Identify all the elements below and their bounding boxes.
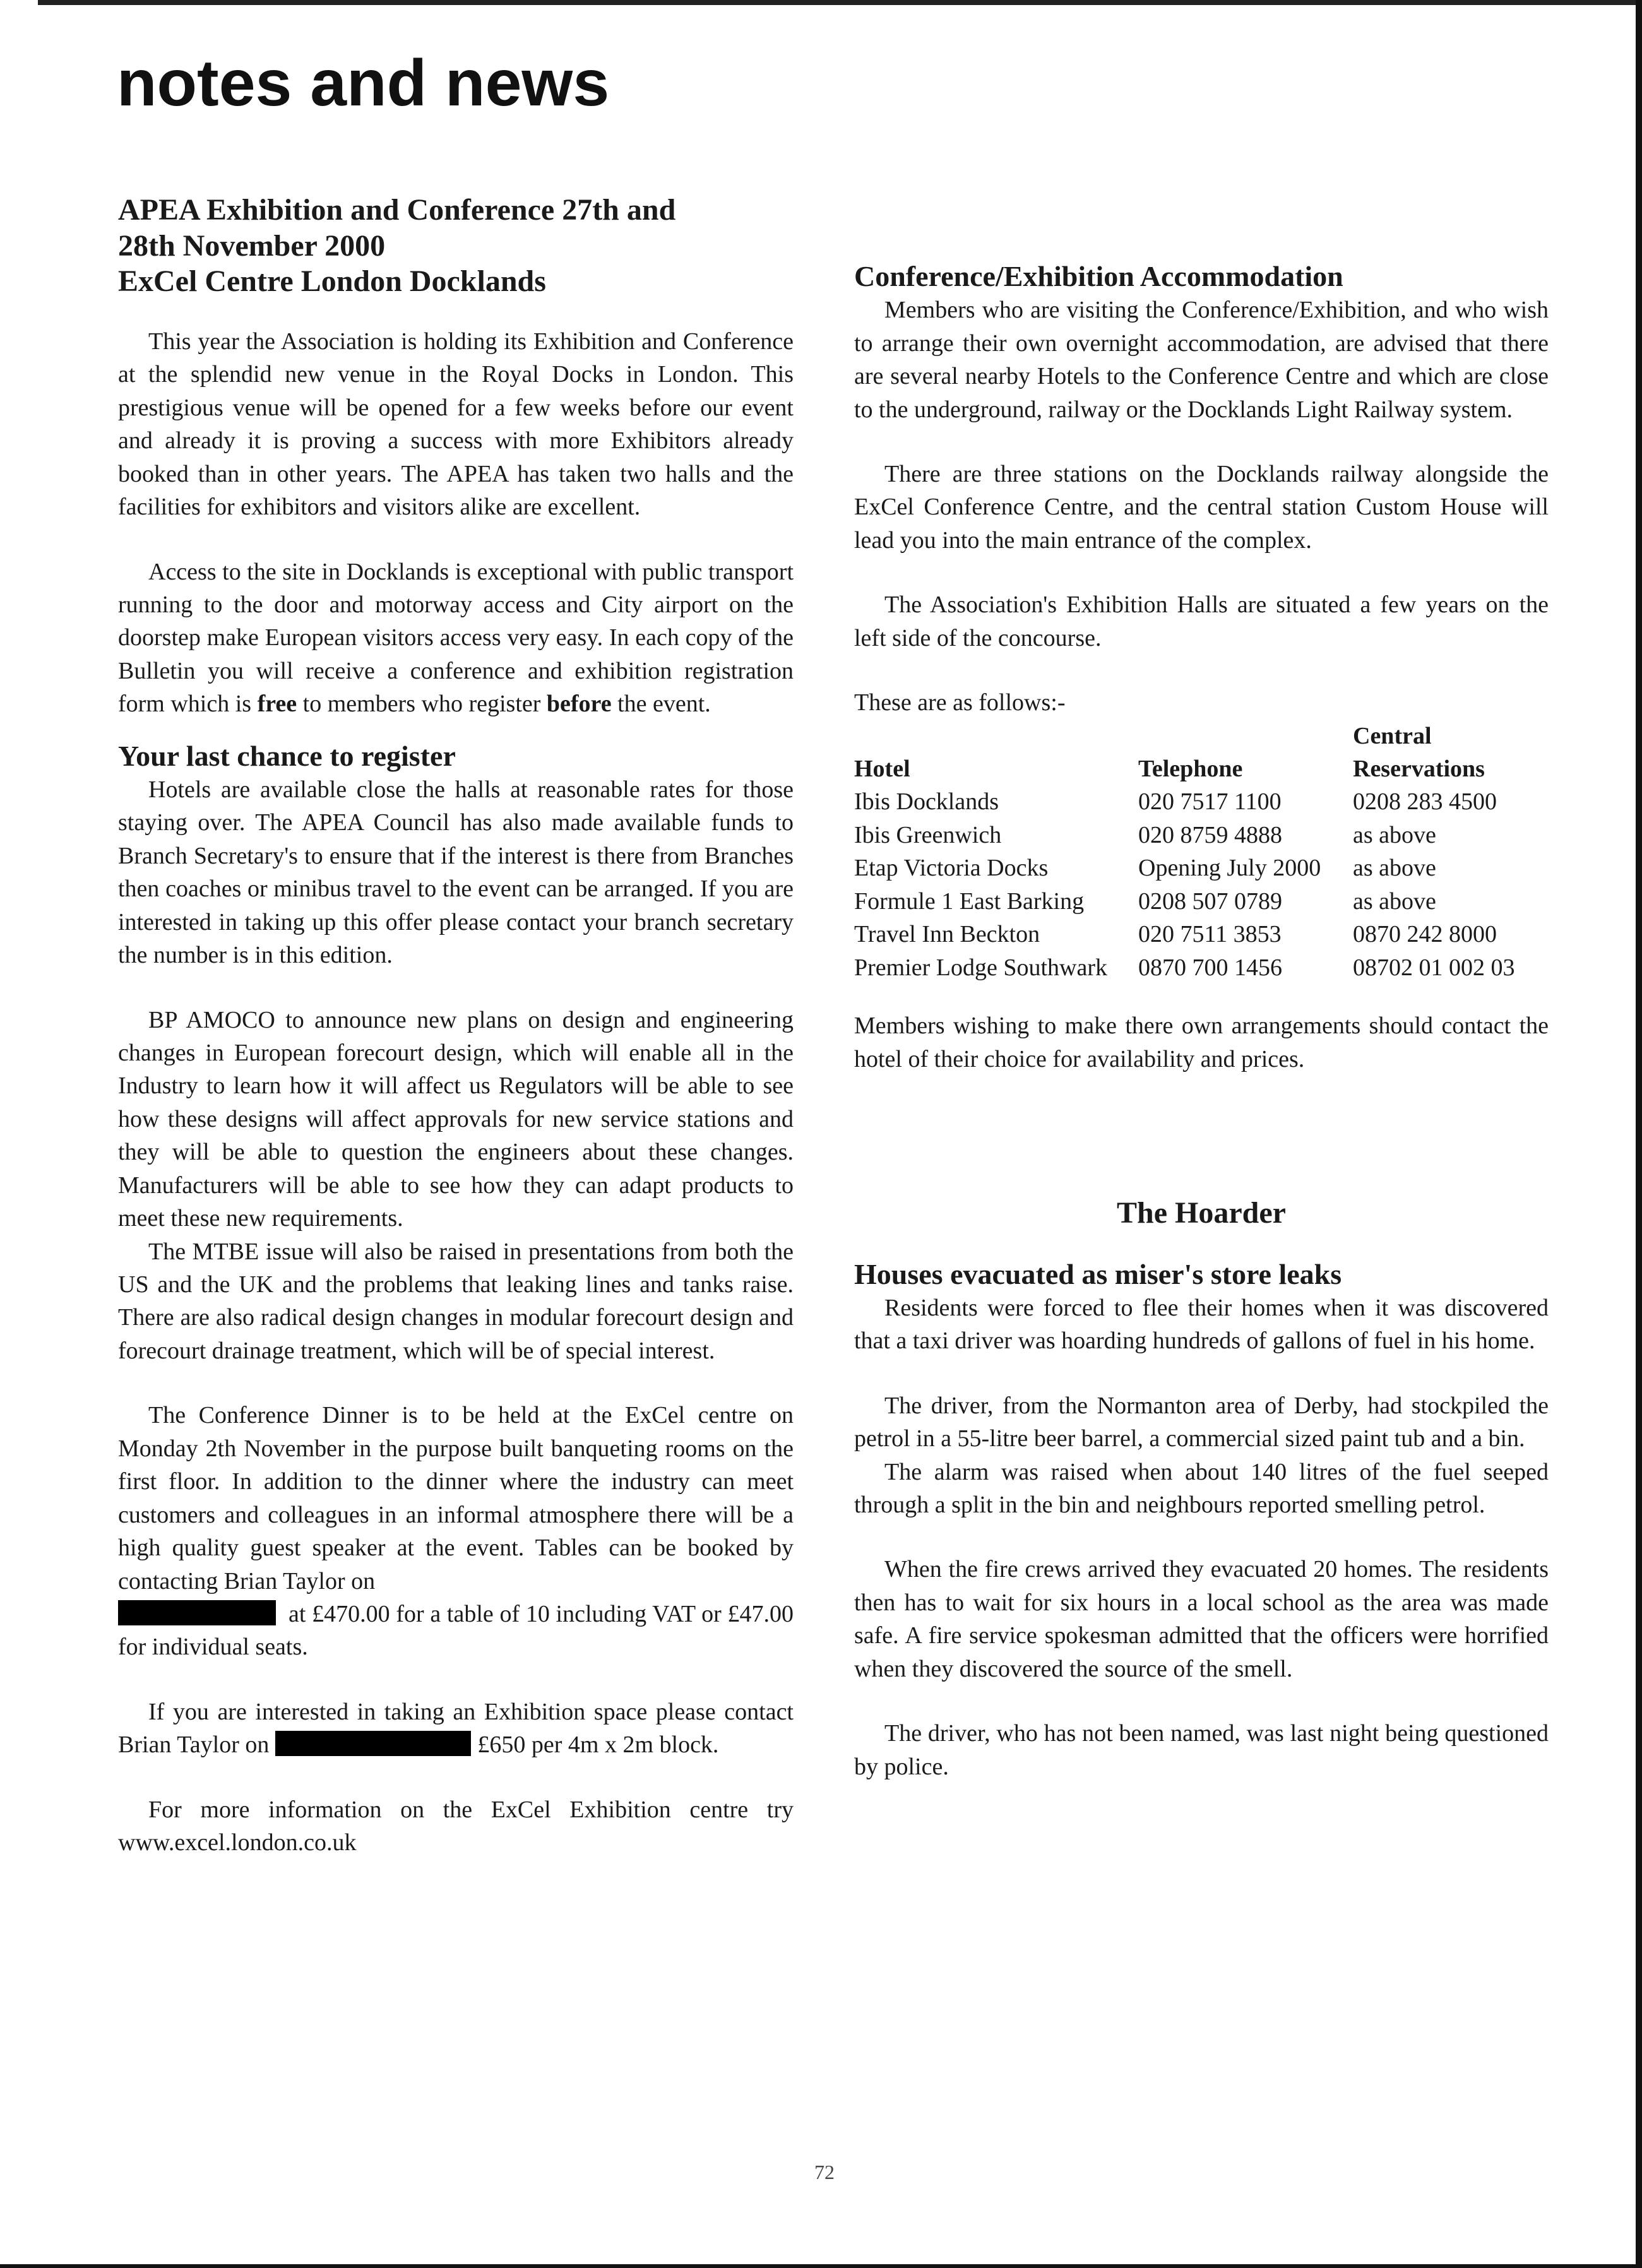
table-row	[854, 819, 1542, 852]
mtbe-paragraph: The MTBE issue will also be raised in presentations from both the US and the UK and the problems that leaking lines and tanks raise. There are also radical design changes in modular forecourt design and forecourt drainage treatment, which will be of special interest.	[118, 1238, 794, 1364]
register-heading: Your last chance to register	[118, 739, 456, 772]
accommodation-paragraph: Members who are visiting the Conference/Exhibition, and who wish to arrange their own overnight accommodation, are advised that there are several nearby Hotels to the Conference Centre and which are close to the underground, railway or the Docklands Light Railway system.	[854, 297, 1549, 423]
hotel-name: Etap Victoria Docks	[854, 855, 1049, 882]
free-emphasis: free	[257, 691, 297, 718]
page-number: 72	[814, 2161, 835, 2183]
hoarder-paragraph-4: When the fire crews arrived they evacuated 20 homes. The residents then has to wait for six hours in a local school as the area was made safe. A fire service spokesman admitted that the officers were horrified when they discovered the source of the smell.	[854, 1556, 1549, 1682]
hotel-table	[854, 720, 1542, 985]
hotel-name: Ibis Docklands	[854, 788, 999, 816]
page-title: notes and news	[117, 47, 610, 120]
hoarder-paragraph-3: The alarm was raised when about 140 litres of the fuel seeped through a split in the bin and neighbours reported smelling petrol.	[854, 1458, 1549, 1518]
exhibition-heading	[118, 193, 794, 300]
central-reservations: as above	[1353, 888, 1436, 915]
bp-amoco-paragraph: BP AMOCO to announce new plans on design and engineering changes in European forecourt design, which will enable all in the Industry to learn how it will affect us Regulators will be able to see how these designs will affect approvals for new service stations and they will be able to question the engineers about these changes. Manufacturers will be able to see how they can adapt products to meet these new requirements.	[118, 1006, 794, 1232]
left-column	[118, 193, 794, 1860]
hotel-telephone: 020 7517 1100	[1138, 788, 1282, 816]
hoarder-paragraph-2: The driver, from the Normanton area of Derby, had stockpiled the petrol in a 55-litre beer barrel, a commercial sized paint tub and a bin.	[854, 1392, 1549, 1452]
accommodation-heading: Conference/Exhibition Accommodation	[854, 260, 1343, 292]
central-reservations: 08702 01 002 03	[1353, 954, 1515, 981]
exhibition-heading-line-1: APEA Exhibition and Conference 27th and	[118, 193, 676, 227]
table-row	[854, 885, 1542, 918]
table-header-row	[854, 752, 1542, 785]
stations-paragraph: There are three stations on the Docklands railway alongside the ExCel Conference Centre, and the central station Custom House will lead you into the main entrance of the complex.	[854, 460, 1549, 554]
scan-border-bottom	[0, 2264, 1642, 2268]
hoarder-paragraph-5: The driver, who has not been named, was last night being questioned by police.	[854, 1720, 1549, 1780]
exhibition-heading-line-3: ExCel Centre London Docklands	[118, 264, 546, 299]
hotel-name: Formule 1 East Barking	[854, 888, 1085, 915]
exhibition-space-paragraph: If you are interested in taking an Exhibition space please contact Brian Taylor on £650 per 4m x 2m block.	[118, 1698, 794, 1759]
venue-paragraph: This year the Association is holding its Exhibition and Conference at the splendid new venue in the Royal Docks in London. This prestigious venue will be opened for a few weeks before our event and already it is proving a success with more Exhibitors already booked than in other years. The APEA has taken two halls and the facilities for exhibitors and visitors alike are excellent.	[118, 328, 794, 521]
own-arrangements-paragraph: Members wishing to make there own arrangements should contact the hotel of their choice for availability and prices.	[854, 1012, 1549, 1072]
hoarder-subheading: Houses evacuated as miser's store leaks	[854, 1257, 1342, 1290]
central-reservations: as above	[1353, 821, 1436, 848]
hoarder-paragraph-1: Residents were forced to flee their homes when it was discovered that a taxi driver was hoarding hundreds of gallons of fuel in his home.	[854, 1294, 1549, 1355]
col-header-hotel: Hotel	[854, 756, 910, 782]
central-reservations: 0870 242 8000	[1353, 921, 1497, 948]
hotel-telephone: 0208 507 0789	[1138, 888, 1282, 915]
exhibition-heading-line-2: 28th November 2000	[118, 229, 386, 263]
hotel-name: Premier Lodge Southwark	[854, 954, 1108, 981]
central-reservations: 0208 283 4500	[1353, 788, 1497, 816]
col-header-reservations: Reservations	[1353, 756, 1485, 782]
hoarder-title: The Hoarder	[1117, 1196, 1286, 1230]
hotel-name: Travel Inn Beckton	[854, 921, 1040, 948]
redacted-phone	[275, 1731, 471, 1756]
hotel-telephone: 020 7511 3853	[1138, 921, 1282, 948]
hotel-telephone: Opening July 2000	[1138, 855, 1321, 882]
scan-border-right	[1636, 0, 1642, 2268]
hotel-telephone: 0870 700 1456	[1138, 954, 1282, 981]
col-header-telephone: Telephone	[1138, 756, 1243, 782]
halls-paragraph: The Association's Exhibition Halls are situated a few years on the left side of the concourse.	[854, 591, 1549, 651]
access-paragraph: Access to the site in Docklands is exceptional with public transport running to the door and motorway access and City airport on the doorstep make European visitors access very easy. In each copy of the Bulletin you will receive a conference and exhibition registration form which is free to members who register before the event.	[118, 558, 794, 718]
hotel-name: Ibis Greenwich	[854, 821, 1002, 848]
redacted-phone	[118, 1600, 276, 1625]
table-row	[854, 852, 1542, 884]
table-row	[854, 918, 1542, 951]
table-row	[854, 951, 1542, 984]
more-info-paragraph: For more information on the ExCel Exhibition centre try www.excel.london.co.uk	[118, 1796, 794, 1856]
col-header-central: Central	[1353, 722, 1432, 749]
table-row	[854, 785, 1542, 818]
table-header-row	[854, 720, 1542, 752]
scan-border-top	[38, 0, 1642, 5]
before-emphasis: before	[546, 691, 612, 718]
right-column	[854, 259, 1549, 1783]
hotels-paragraph: Hotels are available close the halls at reasonable rates for those staying over. The APEA Council has also made available funds to Branch Secretary's to ensure that if the interest is there from Branches then coaches or minibus travel to the event can be arranged. If you are interested in taking up this offer please contact your branch secretary the number is in this edition.	[118, 776, 794, 969]
dinner-paragraph: The Conference Dinner is to be held at the ExCel centre on Monday 2th November in the purpose built banqueting rooms on the first floor. In addition to the dinner where the industry can meet customers and colleagues in an informal atmosphere there will be a high quality guest speaker at the event. Tables can be booked by contacting Brian Taylor on at £470.00 for a table of 10 including VAT or £47.00 for individual seats.	[118, 1402, 794, 1661]
as-follows-text: These are as follows:-	[854, 689, 1066, 716]
hotel-telephone: 020 8759 4888	[1138, 821, 1282, 848]
central-reservations: as above	[1353, 855, 1436, 882]
